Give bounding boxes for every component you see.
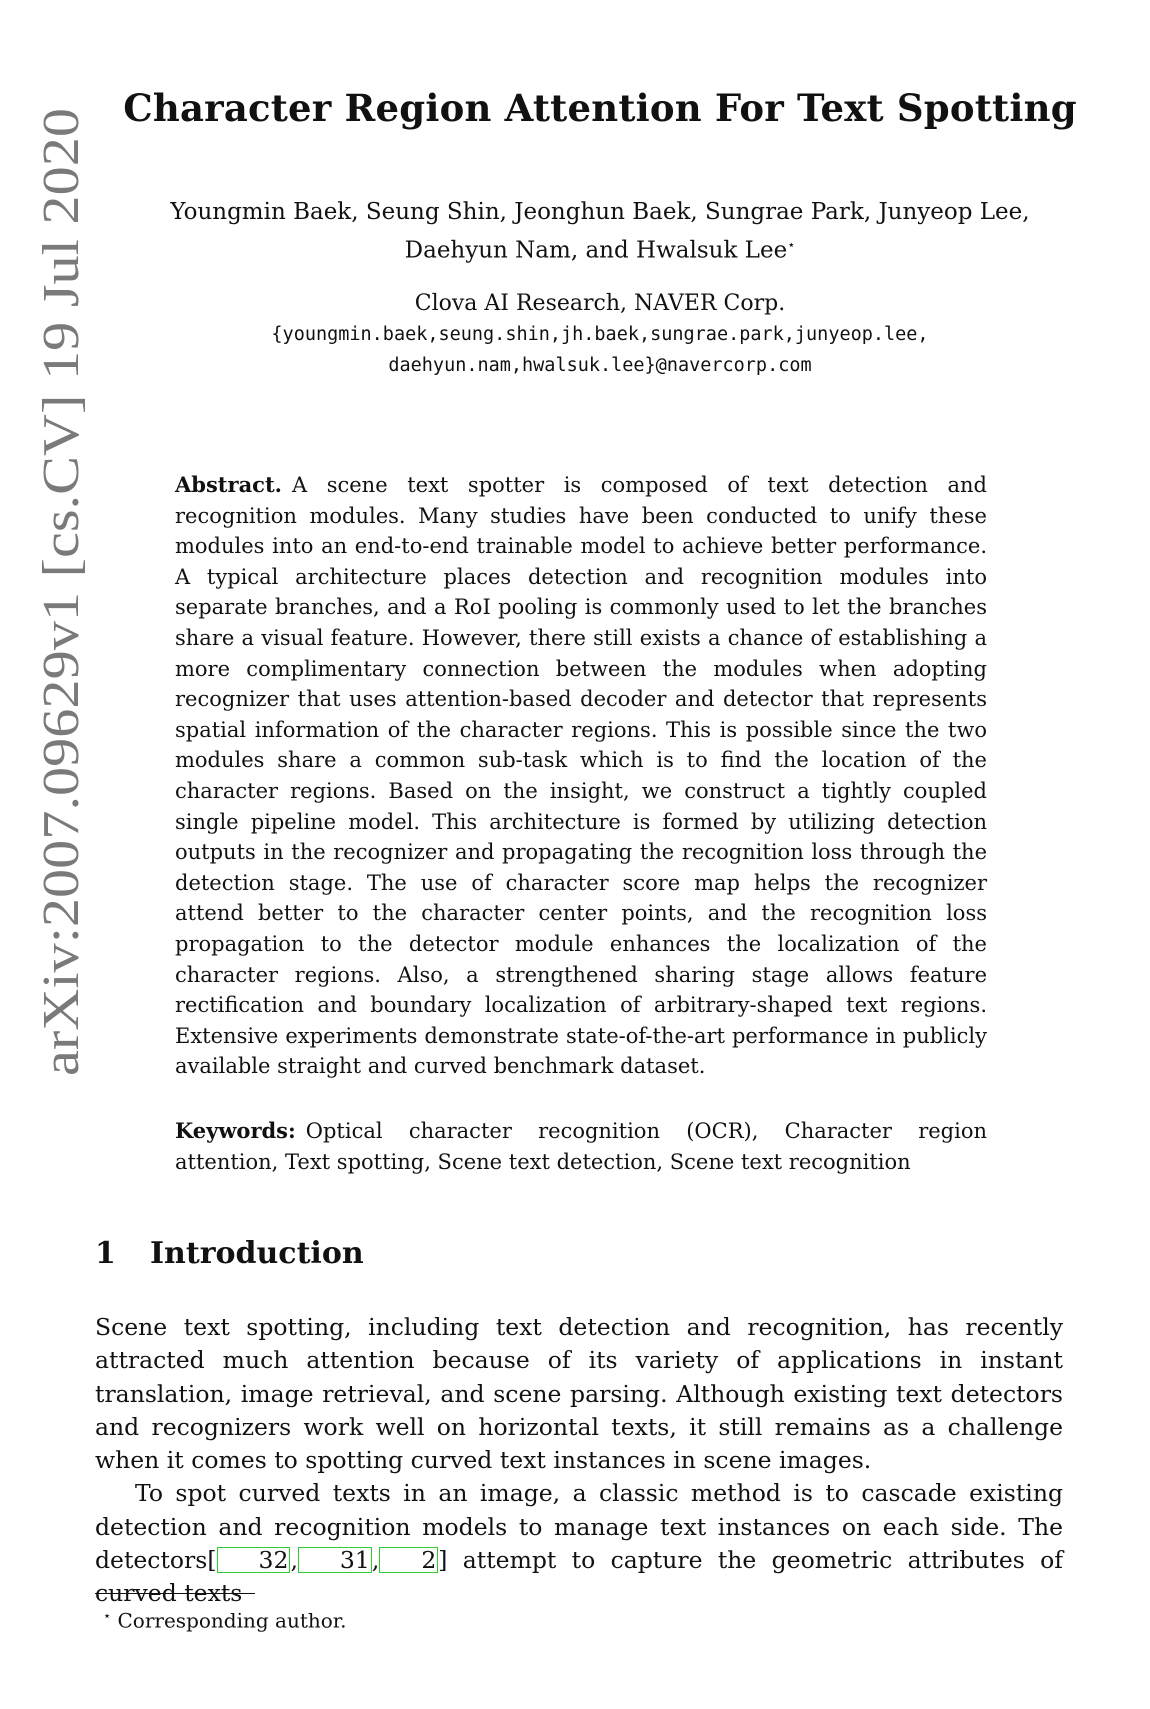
citation-group: [ 32, 31, 2] — [207, 1546, 448, 1575]
paper-title: Character Region Attention For Text Spotting — [123, 86, 1077, 130]
intro-paragraph-2-lead: To spot curved texts in an image, a classic method is to cascade existing detection and recognition models to manage text instances on each side. The detectors — [95, 1479, 1063, 1575]
intro-paragraph-1: Scene text spotting, including text detection and recognition, has recently attracted much attention because of its variety of applications in instant translation, image retrieval, and scene parsing. Although existing text detectors and recognizers work well on horizontal texts, it still remains as a challenge when it comes to spotting curved text instances in scene images. — [95, 1313, 1063, 1475]
author-line-1: Youngmin Baek, Seung Shin, Jeonghun Baek, Sungrae Park, Junyeop Lee, — [170, 199, 1030, 225]
footnote-rule — [95, 1593, 255, 1594]
footnote-marker: ⋆ — [103, 1609, 112, 1624]
footnote — [103, 1603, 347, 1635]
intro-paragraph-2 — [95, 1477, 1063, 1610]
abstract-label: Abstract. — [175, 472, 282, 497]
email-line-2: daehyun.nam,hwalsuk.lee}@navercorp.com — [388, 355, 812, 376]
abstract — [175, 470, 987, 1082]
citation-link-32[interactable]: 32 — [217, 1547, 291, 1573]
section-heading-introduction — [95, 1234, 364, 1274]
corresponding-author-marker: ⋆ — [787, 238, 796, 253]
arxiv-identifier: arXiv:2007.09629v1 [cs.CV] 19 Jul 2020 — [33, 212, 90, 1076]
keywords-label: Keywords: — [175, 1118, 296, 1143]
author-line-2 — [100, 229, 1100, 268]
keywords — [175, 1116, 987, 1177]
arxiv-identifier-stamp — [28, 108, 90, 1076]
email-line-1: {youngmin.baek,seung.shin,jh.baek,sungrae.park,junyeop.lee, — [271, 324, 929, 345]
citation-link-2[interactable]: 2 — [379, 1547, 438, 1573]
intro-paragraph-2-tail: attempt to capture the geometric attributes of curved texts — [95, 1546, 1063, 1608]
author-list — [100, 196, 1100, 268]
introduction-body — [95, 1311, 1063, 1611]
citation-link-31[interactable]: 31 — [298, 1547, 372, 1573]
author-line-2-text: Daehyun Nam, and Hwalsuk Lee — [404, 237, 788, 264]
keywords-text: Optical character recognition (OCR), Character region attention, Text spotting, Scene text detection, Scene text recognition — [175, 1119, 987, 1174]
abstract-text: A scene text spotter is composed of text detection and recognition modules. Many studies have been conducted to unify these modules into an end-to-end trainable model to achieve better performance. A typical architecture places detection and recognition modules into separate branches, and a RoI pooling is commonly used to let the branches share a visual feature. However, there still exists a chance of establishing a more complimentary connection between the modules when adopting recognizer that uses attention-based decoder and detector that represents spatial information of the character regions. This is possible since the two modules share a common sub-task which is to find the location of the character regions. Based on the insight, we construct a tightly coupled single pipeline model. This architecture is formed by utilizing detection outputs in the recognizer and propagating the recognition loss through the detection stage. The use of character score map helps the recognizer attend better to the character center points, and the recognition loss propagation to the detector module enhances the localization of the character regions. Also, a strengthened sharing stage allows feature rectification and boundary localization of arbitrary-shaped text regions. Extensive experiments demonstrate state-of-the-art performance in publicly available straight and curved benchmark dataset. — [175, 473, 987, 1079]
section-title: Introduction — [150, 1236, 364, 1271]
affiliation-block — [100, 288, 1100, 381]
organization: Clova AI Research, NAVER Corp. — [414, 291, 786, 316]
footnote-text: Corresponding author. — [117, 1608, 347, 1633]
section-number: 1 — [95, 1236, 116, 1271]
